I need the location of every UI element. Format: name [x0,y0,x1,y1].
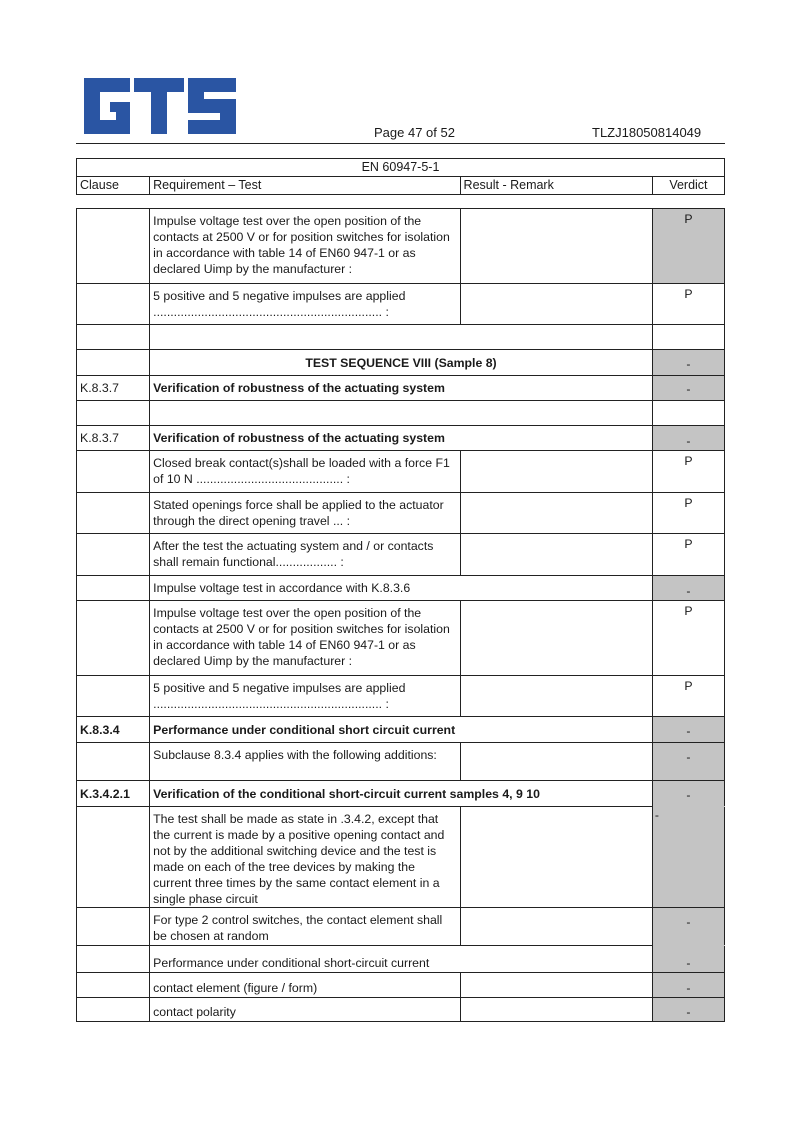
result-cell [460,743,652,781]
result-cell [460,284,652,325]
clause-cell [77,998,150,1022]
verdict-cell: P [652,493,724,534]
verdict-cell: - [652,908,724,946]
verdict-cell: - [652,376,724,401]
requirement-cell: Verification of the conditional short-circuit current samples 4, 9 10 [150,781,653,807]
clause-cell [77,451,150,493]
verdict-cell: - [652,350,724,376]
col-header-requirement: Requirement – Test [150,177,460,195]
verdict-cell: - [652,426,724,451]
test-results-table [76,208,725,1022]
verdict-cell: P [652,601,724,676]
requirement-cell: contact element (figure / form) [150,973,460,998]
clause-cell: K.8.3.7 [77,426,150,451]
col-header-clause: Clause [77,177,150,195]
table-row [77,493,725,534]
result-cell [460,676,652,717]
clause-cell [77,743,150,781]
verdict-cell: - [652,973,724,998]
clause-cell [77,284,150,325]
verdict-cell [652,325,724,350]
page-number: Page 47 of 52 [374,125,455,140]
table-row [77,781,725,807]
verdict-cell: P [652,676,724,717]
clause-cell [77,325,150,350]
table-row [77,676,725,717]
clause-cell [77,493,150,534]
table-row [77,426,725,451]
verdict-cell: - [652,807,724,908]
verdict-cell: - [652,781,724,807]
verdict-cell: - [652,717,724,743]
table-row [77,743,725,781]
clause-cell [77,401,150,426]
clause-cell [77,209,150,284]
requirement-cell: contact polarity [150,998,460,1022]
clause-cell [77,807,150,908]
clause-cell [77,946,150,973]
requirement-cell: Subclause 8.3.4 applies with the following additions: [150,743,460,781]
requirement-cell: 5 positive and 5 negative impulses are applied ................................................................... : [150,676,460,717]
clause-cell [77,676,150,717]
verdict-cell: P [652,284,724,325]
requirement-cell: Closed break contact(s)shall be loaded with a force F1 of 10 N ........................................... : [150,451,460,493]
verdict-cell: P [652,534,724,576]
verdict-cell: - [652,576,724,601]
result-cell [460,534,652,576]
verdict-cell: P [652,451,724,493]
table-row [77,807,725,908]
requirement-cell: Performance under conditional short-circuit current [150,946,653,973]
result-cell [460,908,652,946]
result-cell [460,209,652,284]
clause-cell [77,534,150,576]
result-cell [460,493,652,534]
table-row [77,350,725,376]
table-row [77,717,725,743]
table-row [77,284,725,325]
clause-cell [77,576,150,601]
clause-cell: K.3.4.2.1 [77,781,150,807]
verdict-cell [652,401,724,426]
verdict-cell: - [652,946,724,973]
clause-cell [77,973,150,998]
table-row [77,973,725,998]
clause-cell [77,350,150,376]
result-cell [460,451,652,493]
requirement-cell: Verification of robustness of the actuating system [150,376,653,401]
column-header-table [76,158,725,195]
report-number: TLZJ18050814049 [592,125,702,140]
table-row [77,998,725,1022]
requirement-cell: Impulse voltage test over the open position of the contacts at 2500 V or for position switches for isolation in accordance with table 14 of EN60 947-1 or as declared Uimp by the manufacturer : [150,209,460,284]
result-cell [460,807,652,908]
table-row [77,576,725,601]
standard-title: EN 60947-5-1 [77,159,725,177]
header-divider [76,143,725,144]
table-row [77,534,725,576]
requirement-cell: Performance under conditional short circuit current [150,717,653,743]
col-header-verdict: Verdict [652,177,724,195]
result-cell [460,973,652,998]
clause-cell: K.8.3.7 [77,376,150,401]
clause-cell [77,908,150,946]
table-row [77,325,725,350]
verdict-cell: - [652,998,724,1022]
requirement-cell: Impulse voltage test in accordance with K.8.3.6 [150,576,653,601]
result-cell [460,601,652,676]
clause-cell [77,601,150,676]
table-row [77,451,725,493]
requirement-cell [150,401,653,426]
table-row [77,401,725,426]
requirement-cell: Impulse voltage test over the open position of the contacts at 2500 V or for position switches for isolation in accordance with table 14 of EN60 947-1 or as declared Uimp by the manufacturer : [150,601,460,676]
col-header-result: Result - Remark [460,177,652,195]
requirement-cell: Stated openings force shall be applied to the actuator through the direct opening travel ... : [150,493,460,534]
requirement-cell: The test shall be made as state in .3.4.2, except that the current is made by a positive opening contact and not by the additional switching device and the test is made on each of the tree devices by making the current three times by the same contact element in a single phase circuit [150,807,460,908]
table-row [77,209,725,284]
requirement-cell: After the test the actuating system and / or contacts shall remain functional.................. : [150,534,460,576]
requirement-cell: Verification of robustness of the actuating system [150,426,653,451]
table-row [77,946,725,973]
section-heading: TEST SEQUENCE VIII (Sample 8) [150,350,653,376]
requirement-cell [150,325,653,350]
verdict-cell: - [652,743,724,781]
table-row [77,376,725,401]
clause-cell: K.8.3.4 [77,717,150,743]
table-row [77,908,725,946]
result-cell [460,998,652,1022]
gts-logo [84,78,236,134]
requirement-cell: For type 2 control switches, the contact element shall be chosen at random [150,908,460,946]
requirement-cell: 5 positive and 5 negative impulses are applied ................................................................... : [150,284,460,325]
verdict-cell: P [652,209,724,284]
table-row [77,601,725,676]
